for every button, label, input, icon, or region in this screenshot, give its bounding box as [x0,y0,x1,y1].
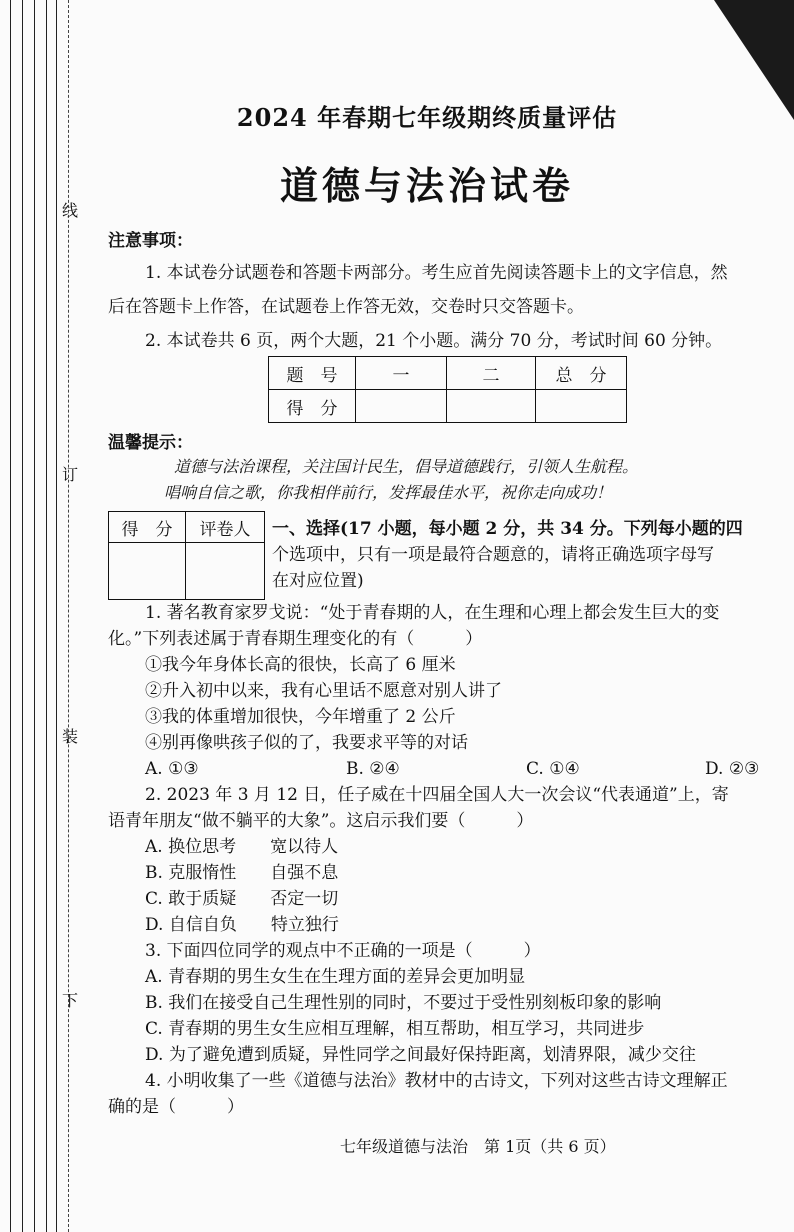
margin-char-xia: 下 [62,991,79,1010]
exam-title-line2: 道德与法治试卷 [279,163,574,208]
grade-box-grader-label: 评卷人 [186,512,265,543]
q2-option-d: D. 自信自负 特立独行 [145,915,339,935]
score-table [268,356,627,423]
grade-box [108,511,265,600]
tips-line2: 唱响自信之歌，你我相伴前行，发挥最佳水平，祝你走向成功！ [164,483,613,502]
q2-option-b: B. 克服惰性 自强不息 [145,863,339,883]
section1-text: 一、选择(17 小题，每小题 2 分，共 34 分。下列每小题的四 [272,519,743,539]
tips-line1: 道德与法治课程，关注国计民生，倡导道德践行，引领人生航程。 [174,457,639,476]
score-cell [447,390,536,423]
q1-option-c: C. ①④ [526,759,580,779]
notice-item1-line1: 1. 本试卷分试题卷和答题卡两部分。考生应首先阅读答题卡上的文字信息，然 [145,263,728,283]
q3-line1: 3. 下面四位同学的观点中不正确的一项是（ ） [145,941,541,961]
grade-box-score-cell [109,543,186,600]
q3-option-b: B. 我们在接受自己生理性别的同时，不要过于受性别刻板印象的影响 [145,993,662,1013]
score-table-header-total: 总 分 [536,357,627,390]
notice-heading: 注意事项： [108,231,193,251]
section1-line1 [272,518,743,540]
q1-line1: 1. 著名教育家罗戈说：“处于青春期的人，在生理和心理上都会发生巨大的变 [145,603,720,623]
score-cell [536,390,627,423]
notice-item2: 2. 本试卷共 6 页，两个大题，21 个小题。满分 70 分，考试时间 60 分钟。 [145,331,723,351]
q2-option-c: C. 敢于质疑 否定一切 [145,889,339,909]
q1-option-a: A. ①③ [145,759,199,779]
grade-box-score-label: 得 分 [109,512,186,543]
q3-option-d: D. 为了避免遭到质疑，异性同学之间最好保持距离，划清界限，减少交往 [145,1045,696,1065]
q2-line2: 语青年朋友“做不躺平的大象”。这启示我们要（ ） [108,811,534,831]
section1-line2: 个选项中，只有一项是最符合题意的，请将正确选项字母写 [272,545,714,565]
q1-line2: 化。”下列表述属于青春期生理变化的有（ ） [108,629,483,649]
score-table-row-label: 得 分 [269,390,356,423]
margin-char-zhuang: 装 [62,727,79,746]
tips-heading: 温馨提示： [108,433,193,453]
exam-title-line1: 2024 年春期七年级期终质量评估 [236,103,618,132]
score-cell [356,390,447,423]
q3-option-a: A. 青春期的男生女生在生理方面的差异会更加明显 [145,967,526,987]
q2-option-a: A. 换位思考 宽以待人 [145,837,339,857]
page-footer: 七年级道德与法治 第 1页（共 6 页） [340,1137,616,1156]
grade-box-grader-cell [186,543,265,600]
q3-option-c: C. 青春期的男生女生应相互理解，相互帮助，相互学习，共同进步 [145,1019,645,1039]
score-table-header-part1: 一 [356,357,447,390]
notice-item1-line2: 后在答题卡上作答，在试题卷上作答无效，交卷时只交答题卡。 [108,297,584,317]
q1-statement4: ④别再像哄孩子似的了，我要求平等的对话 [145,733,468,753]
section1-line3: 在对应位置) [272,571,364,591]
q1-statement1: ①我今年身体长高的很快，长高了 6 厘米 [145,655,456,675]
q1-statement2: ②升入初中以来，我有心里话不愿意对别人讲了 [145,681,502,701]
margin-char-xian: 线 [62,201,79,220]
q4-line2: 确的是（ ） [108,1097,244,1117]
margin-char-ding: 订 [62,465,79,484]
q2-line1: 2. 2023 年 3 月 12 日，任子威在十四届全国人大一次会议“代表通道”上，寄 [145,785,729,805]
q1-option-d: D. ②③ [705,759,760,779]
score-table-header-label: 题 号 [269,357,356,390]
score-table-header-part2: 二 [447,357,536,390]
q1-option-b: B. ②④ [346,759,400,779]
q4-line1: 4. 小明收集了一些《道德与法治》教材中的古诗文，下列对这些古诗文理解正 [145,1071,728,1091]
q1-statement3: ③我的体重增加很快，今年增重了 2 公斤 [145,707,456,727]
